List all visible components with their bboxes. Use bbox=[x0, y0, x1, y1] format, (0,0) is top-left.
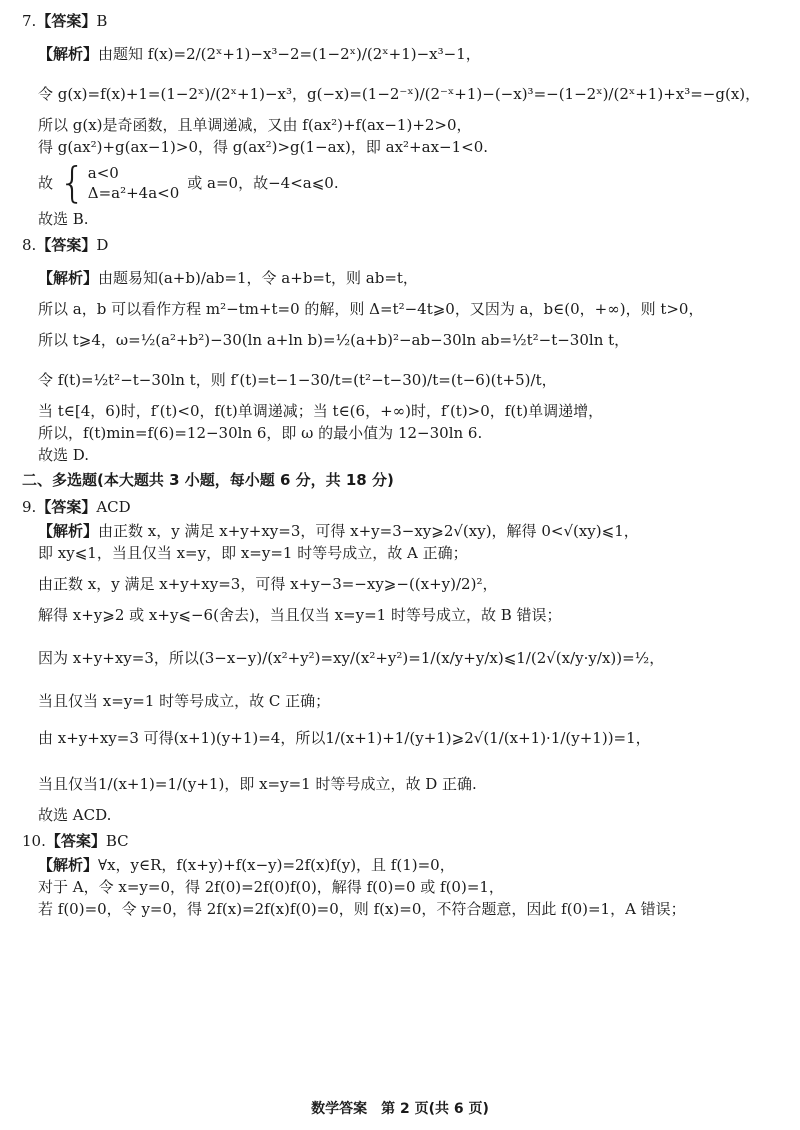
question-7-header bbox=[22, 10, 778, 34]
system-row-1: a<0 bbox=[87, 164, 119, 182]
system-prefix: 故 bbox=[38, 174, 54, 192]
analysis-text: ∀x，y∈R，f(x+y)+f(x−y)=2f(x)f(y)，且 f(1)=0， bbox=[98, 856, 455, 874]
analysis-label: 【解析】 bbox=[38, 45, 99, 63]
q7-analysis-line-4: 得 g(ax²)+g(ax−1)>0，得 g(ax²)>g(1−ax)，即 ax²+ax−1<0. bbox=[38, 138, 489, 156]
q9-analysis-line-4: 解得 x+y⩾2 或 x+y⩽−6(舍去)，当且仅当 x=y=1 时等号成立，故 B 错误； bbox=[38, 606, 562, 624]
q9-analysis-line-2: 即 xy⩽1，当且仅当 x=y，即 x=y=1 时等号成立，故 A 正确； bbox=[38, 544, 468, 562]
q7-analysis-line-1 bbox=[22, 34, 778, 74]
analysis-text: 由题知 f(x)=2/(2ˣ+1)−x³−2=(1−2ˣ)/(2ˣ+1)−x³−1， bbox=[98, 45, 481, 63]
q10-analysis-line-2: 对于 A，令 x=y=0，得 2f(0)=2f(0)f(0)，解得 f(0)=0 或 f(0)=1， bbox=[38, 878, 504, 896]
question-10-header bbox=[22, 830, 778, 854]
q9-conclusion: 故选 ACD. bbox=[38, 806, 112, 824]
answer-value: D bbox=[96, 236, 109, 254]
analysis-label: 【解析】 bbox=[38, 856, 99, 874]
q7-system bbox=[22, 158, 778, 207]
analysis-text: 由题易知(a+b)/ab=1，令 a+b=t，则 ab=t， bbox=[98, 269, 418, 287]
q8-analysis-line-5: 当 t∈[4，6)时，f′(t)<0，f(t)单调递减；当 t∈(6，+∞)时，f′(t)>0，f(t)单调递增， bbox=[38, 402, 604, 420]
q9-analysis-line-6: 当且仅当 x=y=1 时等号成立，故 C 正确； bbox=[38, 692, 331, 710]
q9-analysis-line-5: 因为 x+y+xy=3，所以(3−x−y)/(x²+y²)=xy/(x²+y²)=1/(x/y+y/x)⩽1/(2√(x/y·y/x))=½， bbox=[38, 649, 665, 667]
system-rows bbox=[88, 163, 180, 203]
q8-analysis-line-3: 所以 t⩾4，ω=½(a²+b²)−30(ln a+ln b)=½(a+b)²−ab−30ln ab=½t²−t−30ln t， bbox=[38, 331, 630, 349]
q8-analysis-line-4: 令 f(t)=½t²−t−30ln t，则 f′(t)=t−1−30/t=(t²−t−30)/t=(t−6)(t+5)/t， bbox=[38, 371, 557, 389]
answer-value: BC bbox=[105, 832, 129, 850]
q8-analysis-line-1 bbox=[22, 258, 778, 298]
q8-analysis-line-6: 所以，f(t)min=f(6)=12−30ln 6，即 ω 的最小值为 12−30ln 6. bbox=[38, 424, 483, 442]
q10-analysis-line-3: 若 f(0)=0，令 y=0，得 2f(x)=2f(x)f(0)=0，则 f(x)=0，不符合题意，因此 f(0)=1，A 错误； bbox=[38, 900, 686, 918]
brace-icon: { bbox=[59, 158, 86, 207]
analysis-label: 【解析】 bbox=[38, 269, 99, 287]
answer-label: 【答案】 bbox=[36, 236, 97, 254]
answer-label: 【答案】 bbox=[36, 498, 97, 516]
answer-label: 【答案】 bbox=[36, 12, 97, 30]
q8-conclusion: 故选 D. bbox=[38, 446, 90, 464]
system-row-2: Δ=a²+4a<0 bbox=[87, 184, 180, 202]
q8-analysis-line-2: 所以 a，b 可以看作方程 m²−tm+t=0 的解，则 Δ=t²−4t⩾0，又因为 a，b∈(0，+∞)，则 t>0， bbox=[38, 300, 704, 318]
q7-conclusion: 故选 B. bbox=[38, 210, 89, 228]
section-heading: 二、多选题(本大题共 3 小题，每小题 6 分，共 18 分) bbox=[22, 471, 394, 489]
answer-value: ACD bbox=[96, 498, 131, 516]
question-number: 8. bbox=[22, 236, 37, 254]
question-number: 10. bbox=[22, 832, 46, 850]
question-number: 7. bbox=[22, 12, 37, 30]
question-8-header bbox=[22, 234, 778, 258]
analysis-label: 【解析】 bbox=[38, 522, 99, 540]
analysis-text: 由正数 x，y 满足 x+y+xy=3，可得 x+y=3−xy⩾2√(xy)，解得 0<√(xy)⩽1， bbox=[98, 522, 639, 540]
q9-analysis-line-1 bbox=[22, 520, 778, 542]
system-suffix: 或 a=0，故−4<a⩽0. bbox=[187, 174, 339, 192]
page-footer: 数学答案 第 2 页(共 6 页) bbox=[311, 1101, 489, 1117]
q9-analysis-line-7: 由 x+y+xy=3 可得(x+1)(y+1)=4，所以1/(x+1)+1/(y+1)⩾2√(1/(x+1)·1/(y+1))=1， bbox=[38, 729, 651, 747]
answer-value: B bbox=[96, 12, 108, 30]
answer-label: 【答案】 bbox=[45, 832, 106, 850]
q9-analysis-line-8: 当且仅当1/(x+1)=1/(y+1)，即 x=y=1 时等号成立，故 D 正确. bbox=[38, 775, 477, 793]
q10-analysis-line-1 bbox=[22, 854, 778, 876]
question-9-header bbox=[22, 496, 778, 520]
q7-analysis-line-2: 令 g(x)=f(x)+1=(1−2ˣ)/(2ˣ+1)−x³，g(−x)=(1−2⁻ˣ)/(2⁻ˣ+1)−(−x)³=−(1−2ˣ)/(2ˣ+1)+x³=−g(x)， bbox=[38, 85, 761, 103]
q9-analysis-line-3: 由正数 x，y 满足 x+y+xy=3，可得 x+y−3=−xy⩾−((x+y)/2)²， bbox=[38, 575, 498, 593]
q7-analysis-line-3: 所以 g(x)是奇函数，且单调递减，又由 f(ax²)+f(ax−1)+2>0， bbox=[38, 116, 472, 134]
question-number: 9. bbox=[22, 498, 37, 516]
